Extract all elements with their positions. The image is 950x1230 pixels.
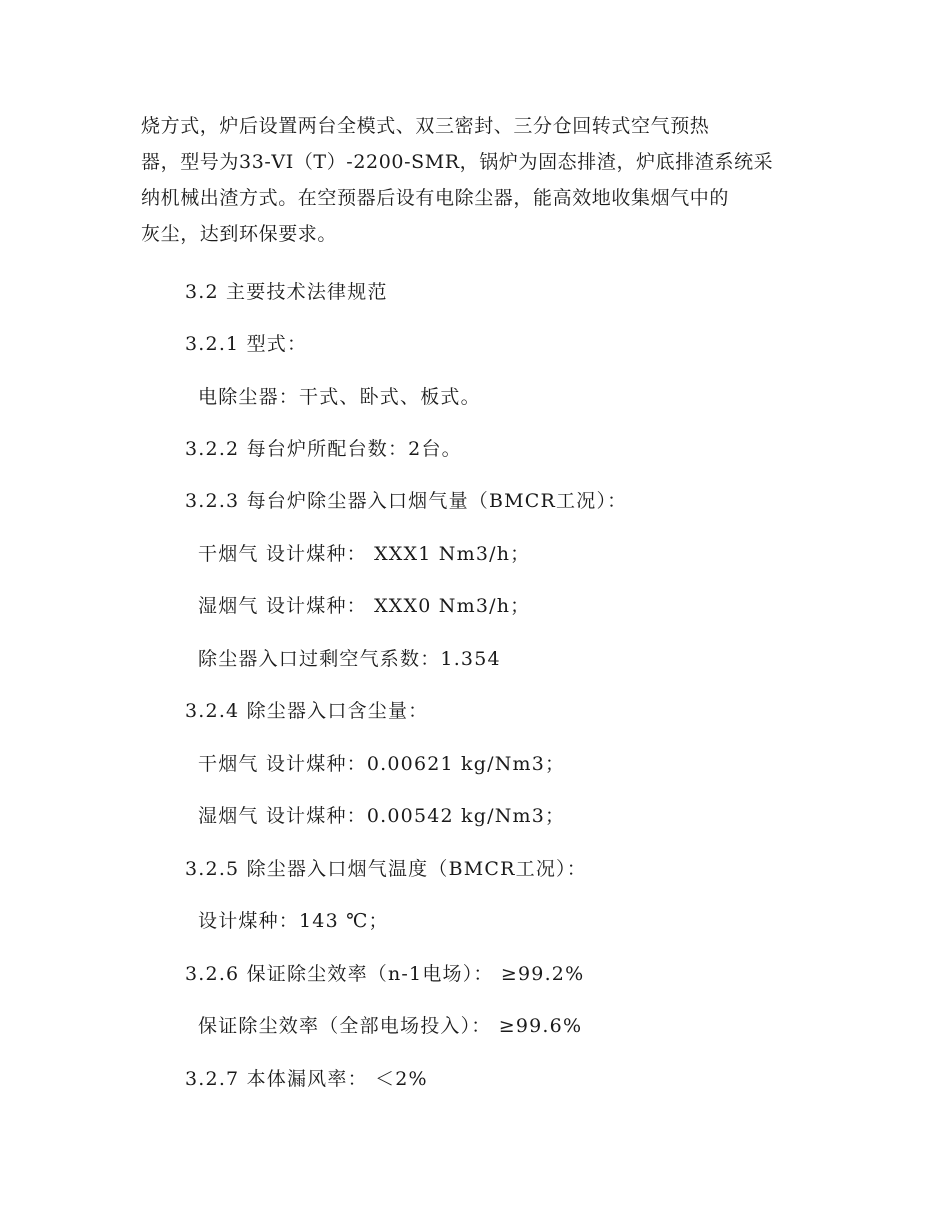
- clause-detail-wet-gas-flow: 湿烟气 设计煤种： XXX0 Nm3/h；: [198, 595, 531, 617]
- clause-detail-dry-dust: 干烟气 设计煤种：0.00621 kg/Nm3；: [198, 753, 566, 775]
- clause-3-2-1: 3.2.1 型式：: [185, 333, 308, 355]
- clause-3-2-2: 3.2.2 每台炉所配台数：2台。: [185, 438, 462, 460]
- clause-3-2-3: 3.2.3 每台炉除尘器入口烟气量（BMCR工况）：: [185, 490, 628, 512]
- clause-detail-type: 电除尘器：干式、卧式、板式。: [198, 386, 481, 408]
- paragraph-line: 纳机械出渣方式。在空预器后设有电除尘器，能高效地收集烟气中的: [141, 187, 730, 209]
- clause-detail-dry-gas-flow: 干烟气 设计煤种： XXX1 Nm3/h；: [198, 543, 531, 565]
- paragraph-line: 烧方式，炉后设置两台全模式、双三密封、三分仓回转式空气预热: [141, 115, 710, 137]
- intro-paragraph: [141, 108, 821, 252]
- clause-detail-efficiency-all: 保证除尘效率（全部电场投入）： ≥99.6%: [198, 1015, 583, 1037]
- paragraph-line: 器，型号为33-VI（T）-2200-SMR，锅炉为固态排渣，炉底排渣系统采: [141, 151, 774, 173]
- clause-3-2-4: 3.2.4 除尘器入口含尘量：: [185, 700, 429, 722]
- paragraph-line: 灰尘，达到环保要求。: [141, 223, 338, 245]
- clause-3-2-6: 3.2.6 保证除尘效率（n-1电场）： ≥99.2%: [185, 963, 585, 985]
- clause-detail-excess-air: 除尘器入口过剩空气系数：1.354: [198, 648, 501, 670]
- clause-3-2-5: 3.2.5 除尘器入口烟气温度（BMCR工况）：: [185, 858, 587, 880]
- section-heading: 3.2 主要技术法律规范: [185, 281, 388, 303]
- clause-3-2-7: 3.2.7 本体漏风率： ＜2%: [185, 1068, 428, 1090]
- clause-detail-wet-dust: 湿烟气 设计煤种：0.00542 kg/Nm3；: [198, 805, 566, 827]
- clause-detail-temperature: 设计煤种：143 ℃；: [198, 910, 389, 932]
